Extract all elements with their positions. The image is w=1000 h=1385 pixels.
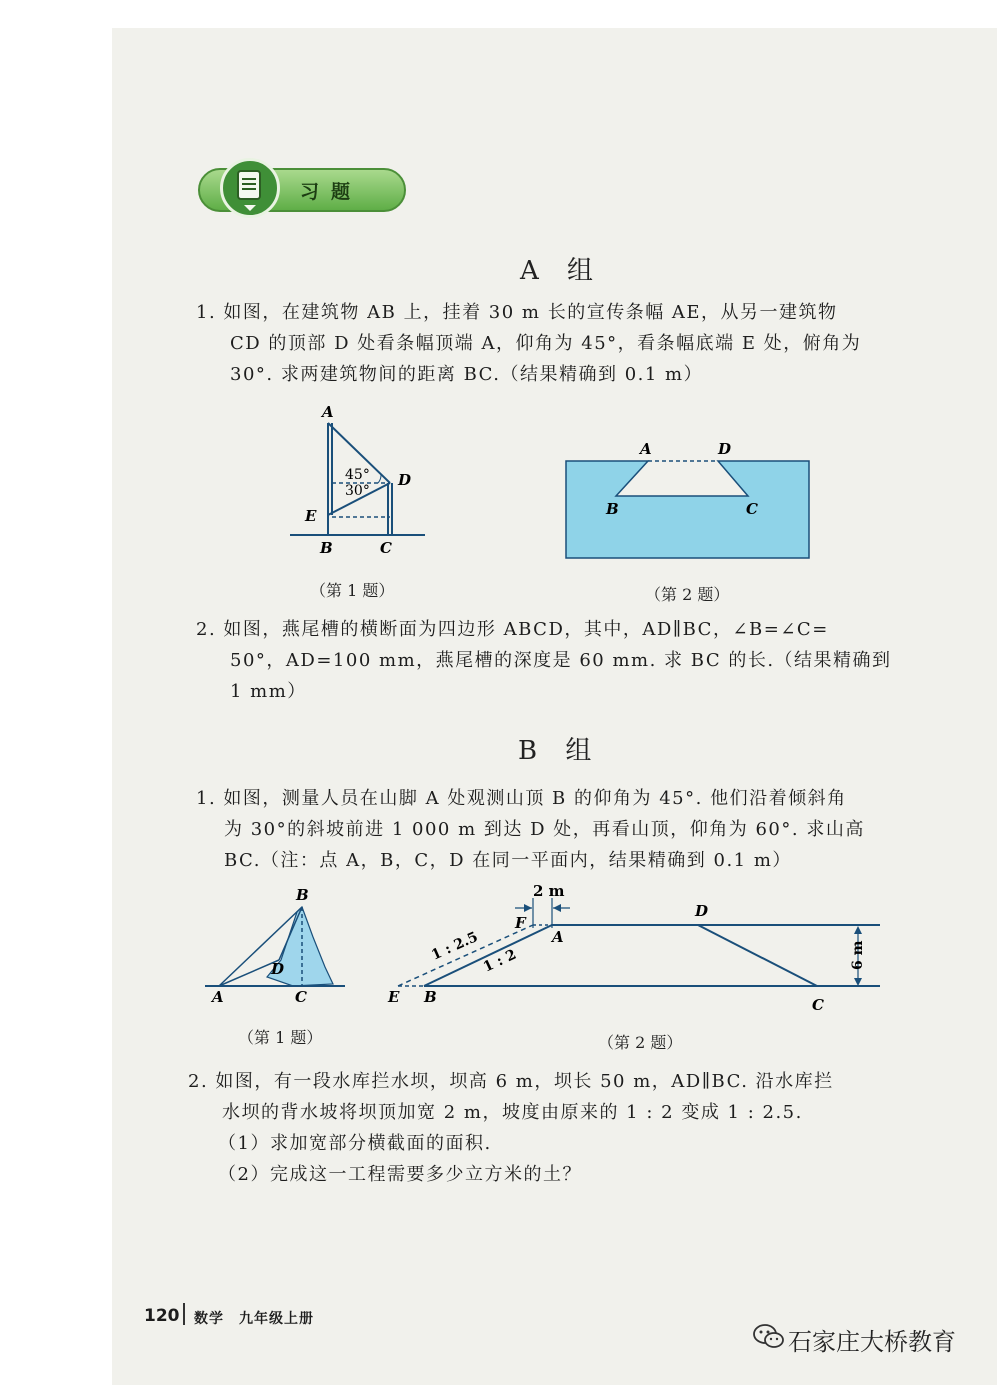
b-q2-caption: （第 2 题） xyxy=(598,1033,683,1052)
b-q2-line: 2. 如图，有一段水库拦水坝，坝高 6 m，坝长 50 m，AD∥BC. 沿水库拦 xyxy=(188,1071,834,1092)
a-q2-line: 2. 如图，燕尾槽的横断面为四边形 ABCD，其中，AD∥BC，∠B=∠C= xyxy=(196,619,829,640)
label-a: A xyxy=(212,988,224,1006)
label-a: A xyxy=(322,403,334,421)
notepad-icon xyxy=(220,158,280,218)
label-c: C xyxy=(746,500,758,518)
label-a: A xyxy=(552,928,564,946)
a-q1-text xyxy=(196,297,861,390)
b-q1-line: 1. 如图，测量人员在山脚 A 处观测山顶 B 的仰角为 45°. 他们沿着倾斜角 xyxy=(196,788,847,809)
label-d: D xyxy=(718,440,732,458)
b-q1-line: BC.（注：点 A，B，C，D 在同一平面内，结果精确到 0.1 m） xyxy=(224,850,792,871)
group-a-title: A 组 xyxy=(520,256,604,286)
b-q1-line: 为 30°的斜坡前进 1 000 m 到达 D 处，再看山顶，仰角为 60°. 求山高 xyxy=(224,819,865,840)
watermark-text: 石家庄大桥教育 xyxy=(788,1328,956,1356)
label-f: F xyxy=(515,914,526,932)
a-q2-line: 1 mm） xyxy=(230,681,307,702)
label-b: B xyxy=(320,539,333,557)
label-b: B xyxy=(606,500,619,518)
wechat-icon xyxy=(752,1322,786,1352)
label-c: C xyxy=(295,988,307,1006)
footer-divider xyxy=(183,1303,185,1325)
slope-label-new: 1 : 2.5 xyxy=(429,929,481,964)
figure-dam xyxy=(380,880,885,1015)
a-q1-caption: （第 1 题） xyxy=(310,581,395,600)
label-e: E xyxy=(305,507,317,525)
height-6m-label: 6 m xyxy=(850,940,866,970)
a-q2-line: 50°，AD=100 mm，燕尾槽的深度是 60 mm. 求 BC 的长.（结果精确到 xyxy=(230,650,892,671)
label-b: B xyxy=(424,988,437,1006)
group-b-title: B 组 xyxy=(518,736,602,766)
b-q1-text xyxy=(196,783,865,876)
a-q2-text xyxy=(196,614,892,707)
label-e: E xyxy=(388,988,400,1006)
slope-label-old: 1 : 2 xyxy=(480,946,519,976)
figure-mountain xyxy=(205,882,355,1007)
b-q2-line: 水坝的背水坡将坝顶加宽 2 m，坡度由原来的 1 : 2 变成 1 : 2.5. xyxy=(222,1102,803,1123)
b-q2-subquestion: （2）完成这一工程需要多少立方米的土？ xyxy=(218,1164,582,1185)
a-q2-caption: （第 2 题） xyxy=(645,585,730,604)
label-c: C xyxy=(812,996,824,1014)
label-d: D xyxy=(398,471,412,489)
angle-30-label: 30° xyxy=(345,483,370,499)
label-d: D xyxy=(695,902,709,920)
width-2m-label: 2 m xyxy=(533,882,565,900)
banner-label: 习题 xyxy=(300,181,363,203)
angle-45-label: 45° xyxy=(345,467,370,483)
a-q1-line: 30°. 求两建筑物间的距离 BC.（结果精确到 0.1 m） xyxy=(230,364,704,385)
label-d: D xyxy=(271,960,285,978)
label-a: A xyxy=(640,440,652,458)
b-q2-subquestion: （1）求加宽部分横截面的面积. xyxy=(218,1133,492,1154)
label-c: C xyxy=(380,539,392,557)
b-q1-caption: （第 1 题） xyxy=(238,1028,323,1047)
b-q2-text xyxy=(188,1066,834,1190)
a-q1-line: 1. 如图，在建筑物 AB 上，挂着 30 m 长的宣传条幅 AE，从另一建筑物 xyxy=(196,302,838,323)
a-q1-line: CD 的顶部 D 处看条幅顶端 A，仰角为 45°，看条幅底端 E 处，俯角为 xyxy=(230,333,862,354)
figure-building-banner xyxy=(290,395,430,565)
label-b: B xyxy=(296,886,309,904)
page-number: 120 xyxy=(144,1306,180,1326)
figure-dovetail-groove xyxy=(560,438,815,563)
book-title: 数学 九年级上册 xyxy=(194,1311,314,1327)
